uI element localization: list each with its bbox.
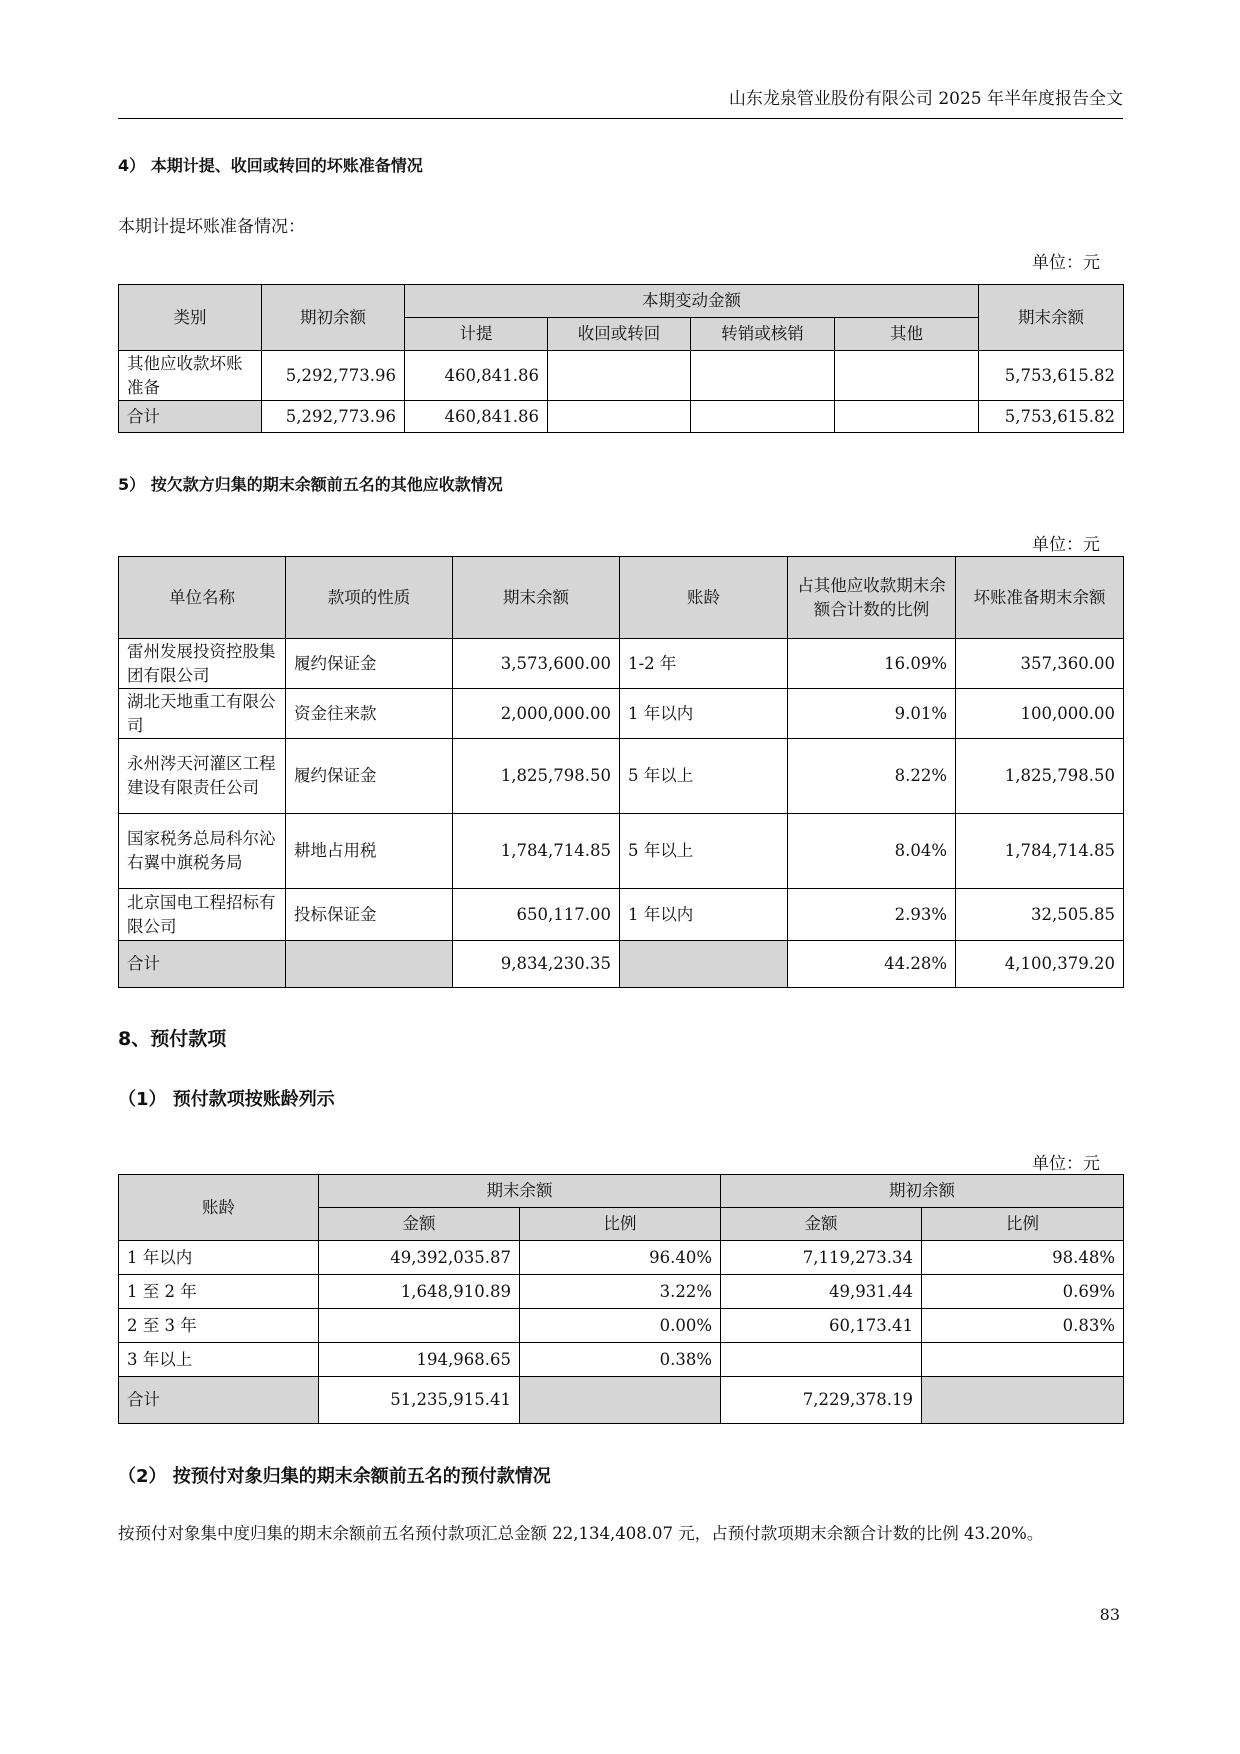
col-provision: 计提 (405, 318, 548, 351)
cell-recovery (548, 351, 691, 401)
col-opening-amount: 金额 (721, 1208, 922, 1241)
cell-writeoff (691, 401, 835, 433)
col-closing: 期末余额 (979, 285, 1124, 351)
cell-closing-amount: 51,235,915.41 (319, 1377, 520, 1424)
col-nature: 款项的性质 (286, 557, 453, 639)
cell-nature: 投标保证金 (286, 889, 453, 941)
cell-category: 合计 (119, 401, 262, 433)
cell-ratio: 8.04% (788, 814, 956, 889)
section-8-1-unit: 单位：元 (1032, 1154, 1100, 1174)
cell-aging: 1 年以内 (620, 889, 788, 941)
col-other: 其他 (835, 318, 979, 351)
page-number: 83 (1099, 1605, 1120, 1624)
cell-other (835, 401, 979, 433)
cell-opening-amount (721, 1343, 922, 1377)
cell-nature: 资金往来款 (286, 689, 453, 739)
top-five-other-receivables-table (118, 556, 1124, 988)
cell-opening-amount: 7,119,273.34 (721, 1241, 922, 1275)
col-closing-amount: 金额 (319, 1208, 520, 1241)
cell-closing: 1,825,798.50 (453, 739, 620, 814)
cell-opening-amount: 60,173.41 (721, 1309, 922, 1343)
cell-provision: 1,825,798.50 (956, 739, 1124, 814)
table-row (119, 889, 1124, 941)
cell-nature: 履约保证金 (286, 739, 453, 814)
cell-closing-ratio: 96.40% (520, 1241, 721, 1275)
col-recovery: 收回或转回 (548, 318, 691, 351)
cell-opening: 5,292,773.96 (262, 351, 405, 401)
cell-closing: 1,784,714.85 (453, 814, 620, 889)
cell-closing-ratio-empty (520, 1377, 721, 1424)
section-5-heading: 5） 按欠款方归集的期末余额前五名的其他应收款情况 (118, 475, 503, 494)
table-row (119, 1275, 1124, 1309)
cell-aging: 5 年以上 (620, 739, 788, 814)
cell-opening-ratio: 0.69% (922, 1275, 1124, 1309)
section-8-2-heading: （2） 按预付对象归集的期末余额前五名的预付款情况 (118, 1466, 551, 1487)
cell-provision: 100,000.00 (956, 689, 1124, 739)
table-row (119, 351, 1124, 401)
col-category: 类别 (119, 285, 262, 351)
cell-closing-ratio: 3.22% (520, 1275, 721, 1309)
table-row (119, 1343, 1124, 1377)
cell-ratio: 16.09% (788, 639, 956, 689)
cell-name: 雷州发展投资控股集团有限公司 (119, 639, 286, 689)
table-row (119, 814, 1124, 889)
cell-aging: 1 年以内 (119, 1241, 319, 1275)
cell-closing: 650,117.00 (453, 889, 620, 941)
col-opening: 期初余额 (262, 285, 405, 351)
cell-aging: 3 年以上 (119, 1343, 319, 1377)
cell-provision: 4,100,379.20 (956, 941, 1124, 988)
cell-aging: 1 年以内 (620, 689, 788, 739)
cell-closing-amount: 194,968.65 (319, 1343, 520, 1377)
cell-closing-ratio: 0.38% (520, 1343, 721, 1377)
cell-name: 国家税务总局科尔沁右翼中旗税务局 (119, 814, 286, 889)
cell-provision: 32,505.85 (956, 889, 1124, 941)
cell-ratio: 8.22% (788, 739, 956, 814)
bad-debt-provision-table (118, 284, 1124, 433)
section-4-intro: 本期计提坏账准备情况： (118, 217, 305, 237)
cell-opening-ratio-empty (922, 1377, 1124, 1424)
cell-provision: 357,360.00 (956, 639, 1124, 689)
cell-opening-amount: 49,931.44 (721, 1275, 922, 1309)
col-ratio: 占其他应收款期末余额合计数的比例 (788, 557, 956, 639)
cell-writeoff (691, 351, 835, 401)
cell-aging: 5 年以上 (620, 814, 788, 889)
table-row-total (119, 941, 1124, 988)
table-row-total (119, 401, 1124, 433)
table-row (119, 739, 1124, 814)
cell-category: 其他应收款坏账准备 (119, 351, 262, 401)
table-row (119, 1241, 1124, 1275)
cell-closing-amount: 49,392,035.87 (319, 1241, 520, 1275)
cell-opening-ratio: 98.48% (922, 1241, 1124, 1275)
col-closing-ratio: 比例 (520, 1208, 721, 1241)
col-change: 本期变动金额 (405, 285, 979, 318)
cell-name: 北京国电工程招标有限公司 (119, 889, 286, 941)
cell-name: 湖北天地重工有限公司 (119, 689, 286, 739)
cell-closing-ratio: 0.00% (520, 1309, 721, 1343)
cell-name: 合计 (119, 941, 286, 988)
cell-other (835, 351, 979, 401)
section-4-heading: 4） 本期计提、收回或转回的坏账准备情况 (118, 156, 423, 175)
section-5-unit: 单位：元 (1032, 535, 1100, 555)
section-8-2-text: 按预付对象集中度归集的期末余额前五名预付款项汇总金额 22,134,408.07 元，占预付款项期末余额合计数的比例 43.20%。 (118, 1524, 1044, 1543)
cell-closing: 5,753,615.82 (979, 401, 1124, 433)
col-closing-group: 期末余额 (319, 1175, 721, 1208)
col-opening-group: 期初余额 (721, 1175, 1124, 1208)
cell-ratio: 44.28% (788, 941, 956, 988)
section-8-1-heading: （1） 预付款项按账龄列示 (118, 1089, 335, 1110)
col-provision: 坏账准备期末余额 (956, 557, 1124, 639)
cell-closing: 5,753,615.82 (979, 351, 1124, 401)
cell-aging: 1-2 年 (620, 639, 788, 689)
cell-aging: 2 至 3 年 (119, 1309, 319, 1343)
cell-nature-empty (286, 941, 453, 988)
cell-nature: 履约保证金 (286, 639, 453, 689)
table-row (119, 1309, 1124, 1343)
cell-ratio: 2.93% (788, 889, 956, 941)
cell-provision: 460,841.86 (405, 351, 548, 401)
col-name: 单位名称 (119, 557, 286, 639)
col-aging: 账龄 (620, 557, 788, 639)
cell-aging: 1 至 2 年 (119, 1275, 319, 1309)
prepayments-aging-table (118, 1174, 1124, 1424)
cell-closing: 2,000,000.00 (453, 689, 620, 739)
page-header (118, 86, 1123, 119)
section-8-heading: 8、预付款项 (118, 1028, 227, 1050)
cell-aging-empty (620, 941, 788, 988)
col-writeoff: 转销或核销 (691, 318, 835, 351)
cell-closing: 9,834,230.35 (453, 941, 620, 988)
cell-opening-ratio (922, 1343, 1124, 1377)
cell-closing-amount (319, 1309, 520, 1343)
cell-opening-amount: 7,229,378.19 (721, 1377, 922, 1424)
col-aging: 账龄 (119, 1175, 319, 1241)
cell-ratio: 9.01% (788, 689, 956, 739)
cell-recovery (548, 401, 691, 433)
cell-name: 永州涔天河灌区工程建设有限责任公司 (119, 739, 286, 814)
cell-closing-amount: 1,648,910.89 (319, 1275, 520, 1309)
cell-opening-ratio: 0.83% (922, 1309, 1124, 1343)
col-opening-ratio: 比例 (922, 1208, 1124, 1241)
table-row (119, 639, 1124, 689)
cell-provision: 1,784,714.85 (956, 814, 1124, 889)
report-title: 山东龙泉管业股份有限公司 2025 年半年度报告全文 (728, 89, 1123, 109)
cell-nature: 耕地占用税 (286, 814, 453, 889)
col-closing: 期末余额 (453, 557, 620, 639)
table-row-total (119, 1377, 1124, 1424)
cell-closing: 3,573,600.00 (453, 639, 620, 689)
cell-provision: 460,841.86 (405, 401, 548, 433)
table-row (119, 689, 1124, 739)
cell-aging: 合计 (119, 1377, 319, 1424)
section-4-unit: 单位：元 (1032, 253, 1100, 273)
cell-opening: 5,292,773.96 (262, 401, 405, 433)
